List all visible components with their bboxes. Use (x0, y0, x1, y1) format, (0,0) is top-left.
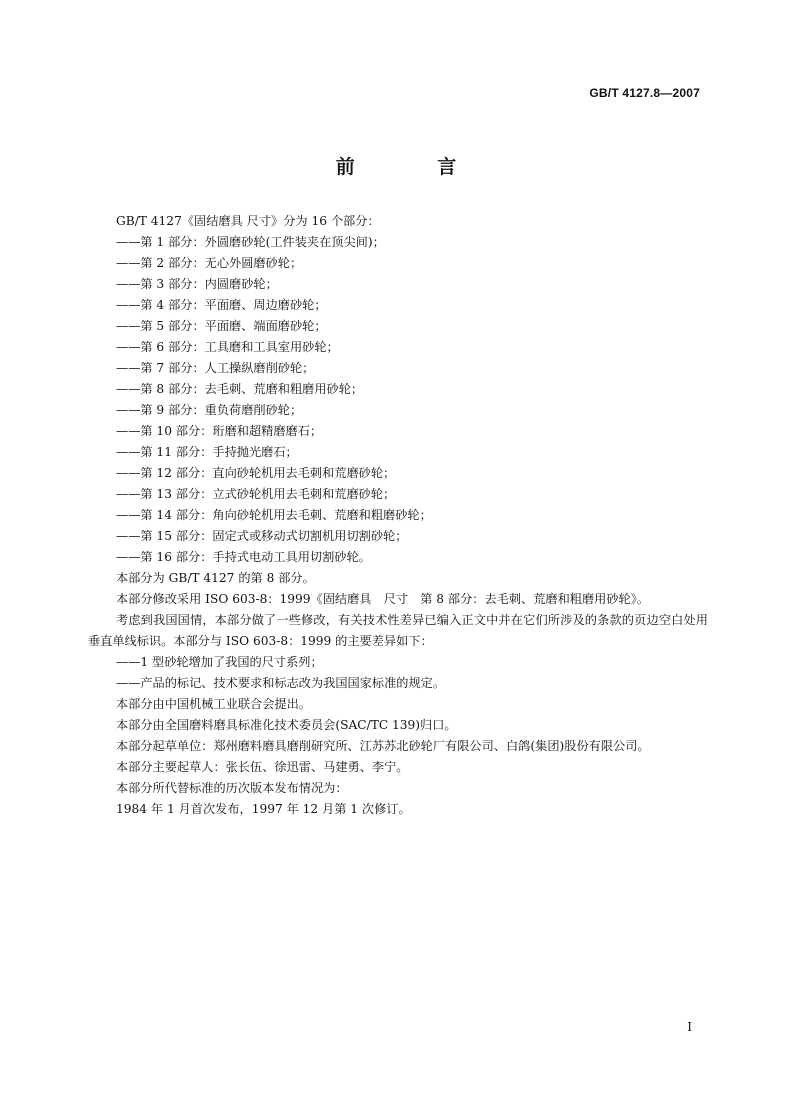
this-part-line: 本部分为 GB/T 4127 的第 8 部分。 (116, 571, 315, 585)
history-intro-line: 本部分所代替标准的历次版本发布情况为： (116, 781, 348, 795)
part-item-6: ——第 6 部分：工具磨和工具室用砂轮； (116, 340, 339, 354)
part-item-1: ——第 1 部分：外圆磨砂轮(工件装夹在顶尖间)； (116, 235, 385, 249)
modification-line: 本部分修改采用 ISO 603-8：1999《固结磨具 尺寸 第 8 部分：去毛刺、荒磨和粗磨用砂轮》。 (116, 592, 650, 606)
part-item-14: ——第 14 部分：角向砂轮机用去毛刺、荒磨和粗磨砂轮； (116, 508, 432, 522)
part-item-13: ——第 13 部分：立式砂轮机用去毛刺和荒磨砂轮； (116, 487, 396, 501)
part-item-8: ——第 8 部分：去毛刺、荒磨和粗磨用砂轮； (116, 382, 364, 396)
standard-number: GB/T 4127.8—2007 (589, 86, 700, 100)
difference-item-2: ——产品的标记、技术要求和标志改为我国国家标准的规定。 (116, 676, 446, 690)
part-item-10: ——第 10 部分：珩磨和超精磨磨石； (116, 424, 323, 438)
proposed-by-line: 本部分由中国机械工业联合会提出。 (116, 697, 311, 711)
part-item-2: ——第 2 部分：无心外圆磨砂轮； (116, 256, 303, 270)
centralized-by-line: 本部分由全国磨料磨具标准化技术委员会(SAC/TC 139)归口。 (116, 718, 457, 732)
part-item-9: ——第 9 部分：重负荷磨削砂轮； (116, 403, 303, 417)
consideration-paragraph: 考虑到我国国情，本部分做了一些修改，有关技术性差异已编入正文中并在它们所涉及的条款的页边空白处用垂直单线标识。本部分与 ISO 603-8：1999 的主要差异如下： (88, 613, 708, 648)
drafters-line: 本部分主要起草人：张长伍、徐迅雷、马建勇、李宁。 (116, 760, 409, 774)
history-line: 1984 年 1 月首次发布，1997 年 12 月第 1 次修订。 (116, 802, 411, 816)
part-item-12: ——第 12 部分：直向砂轮机用去毛刺和荒磨砂轮； (116, 466, 396, 480)
part-item-11: ——第 11 部分：手持抛光磨石； (116, 445, 298, 459)
drafting-units-line: 本部分起草单位：郑州磨料磨具磨削研究所、江苏苏北砂轮厂有限公司、白鸽(集团)股份有限公司。 (116, 739, 650, 753)
page-title: 前 言 (335, 156, 495, 178)
part-item-16: ——第 16 部分：手持式电动工具用切割砂轮。 (116, 550, 371, 564)
intro-line: GB/T 4127《固结磨具 尺寸》分为 16 个部分： (116, 214, 380, 228)
part-item-5: ——第 5 部分：平面磨、端面磨砂轮； (116, 319, 327, 333)
part-item-3: ——第 3 部分：内圆磨砂轮； (116, 277, 278, 291)
page-number: I (687, 1020, 692, 1034)
part-item-15: ——第 15 部分：固定式或移动式切割机用切割砂轮； (116, 529, 408, 543)
foreword-body (88, 211, 708, 820)
difference-item-1: ——1 型砂轮增加了我国的尺寸系列； (116, 655, 323, 669)
part-item-4: ——第 4 部分：平面磨、周边磨砂轮； (116, 298, 327, 312)
part-item-7: ——第 7 部分：人工操纵磨削砂轮； (116, 361, 315, 375)
